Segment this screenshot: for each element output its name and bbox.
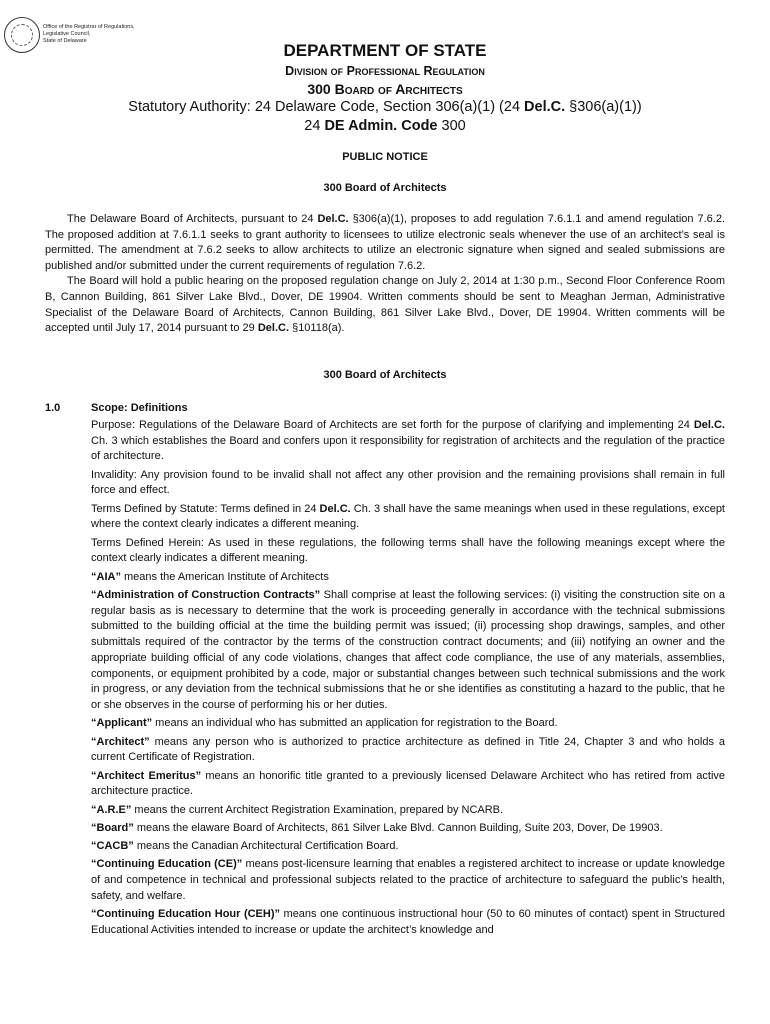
notice-subtitle: 300 Board of Architects bbox=[323, 182, 447, 194]
admin-suffix: 300 bbox=[437, 118, 466, 134]
term-board: “Board” bbox=[91, 821, 134, 834]
p2-text-b: §10118(a). bbox=[289, 322, 345, 335]
term-ce: “Continuing Education (CE)” bbox=[91, 858, 243, 871]
p1-text-a: The Delaware Board of Architects, pursuant to 24 bbox=[67, 213, 318, 225]
purpose-cite: Del.C. bbox=[693, 419, 725, 431]
public-notice-title: PUBLIC NOTICE bbox=[342, 151, 428, 163]
term-ceh: “Continuing Education Hour (CEH)” bbox=[91, 908, 280, 921]
definition-applicant bbox=[91, 716, 725, 732]
term-emeritus: “Architect Emeritus” bbox=[91, 769, 202, 782]
statute-cite: Del.C. bbox=[319, 502, 351, 515]
p1-text-b: §306(a)(1), proposes to add regulation 7.6.1.1 and amend regulation 7.6.2. The proposed addition at 7.6.1.1 seeks to grant authority to licensees to utilize electronic seals whenever the use of an architect’s seal is permitted. The amendment at 7.6.2 seeks to allow architects to utilize an electronic signature when signed and sealed submissions are published and/or submitted under the current requirements of regulation 7.6.2. bbox=[45, 213, 725, 272]
notice-paragraph-1 bbox=[45, 212, 725, 274]
definition-aia bbox=[91, 570, 725, 586]
registrar-line-1: Office of the Registrar of Regulations, bbox=[43, 24, 135, 30]
definition-cacb bbox=[91, 839, 725, 855]
term-cacb: “CACB” bbox=[91, 840, 134, 853]
definitions-list bbox=[91, 418, 725, 941]
text-ceh: means one continuous instructional hour (50 to 60 minutes of contact) spent in Structured Educational Activities intended to increase or update the architect’s knowledge and bbox=[91, 908, 725, 936]
definition-are bbox=[91, 803, 725, 819]
text-are: means the current Architect Registration Examination, prepared by NCARB. bbox=[131, 803, 504, 816]
definition-ceh bbox=[91, 907, 725, 938]
admin-prefix: 24 bbox=[304, 118, 325, 134]
statutory-end: §306(a)(1)) bbox=[565, 99, 642, 115]
herein-terms-paragraph: Terms Defined Herein: As used in these regulations, the following terms shall have the following meanings except where the context clearly indicates a different meaning. bbox=[91, 536, 725, 565]
division-title: Division of Professional Regulation bbox=[285, 64, 485, 78]
term-applicant: “Applicant” bbox=[91, 717, 153, 730]
section-heading bbox=[45, 402, 188, 414]
term-architect: “Architect” bbox=[91, 735, 150, 748]
definition-acc bbox=[91, 588, 725, 714]
text-aia: means the American Institute of Architects bbox=[120, 570, 329, 583]
purpose-text-a: Purpose: Regulations of the Delaware Board of Architects are set forth for the purpose of clarifying and implementing 24 bbox=[91, 419, 694, 431]
invalidity-paragraph: Invalidity: Any provision found to be invalid shall not affect any other provision and the remaining provisions shall remain in full force and effect. bbox=[91, 468, 725, 497]
text-applicant: means an individual who has submitted an application for registration to the Board. bbox=[152, 717, 558, 730]
statute-terms-paragraph bbox=[91, 502, 725, 533]
text-architect: means any person who is authorized to practice architecture as defined in Title 24, Chapter 3 and who holds a current Certificate of Registration. bbox=[91, 735, 725, 764]
purpose-paragraph bbox=[91, 418, 725, 465]
statute-text-b: Ch. 3 shall have the same meanings when used in these regulations, except where the context clearly indicates a different meaning. bbox=[91, 502, 725, 531]
purpose-text-b: Ch. 3 which establishes the Board and confers upon it responsibility for registration of architects and the regulation of the practice of architecture. bbox=[91, 434, 725, 463]
admin-bold: DE Admin. Code bbox=[324, 118, 438, 134]
definition-architect bbox=[91, 735, 725, 766]
term-aia: “AIA” bbox=[91, 570, 121, 583]
text-emeritus: means an honorific title granted to a previously licensed Delaware Architect who has retired from active architecture practice. bbox=[91, 769, 725, 798]
text-ce: means post-licensure learning that enables a registered architect to increase or update knowledge of and competence in technical and professional subjects related to the practice of architecture to safeguard the public’s health, safety, and welfare. bbox=[91, 858, 725, 902]
statutory-text: Statutory Authority: 24 Delaware Code, Section 306(a)(1) (24 bbox=[128, 99, 525, 115]
section-number: 1.0 bbox=[45, 402, 61, 414]
definition-ce bbox=[91, 857, 725, 904]
statute-text-a: Terms Defined by Statute: Terms defined in 24 bbox=[91, 502, 320, 515]
definition-board bbox=[91, 821, 725, 837]
definition-emeritus bbox=[91, 769, 725, 800]
p2-cite: Del.C. bbox=[257, 322, 290, 335]
statutory-cite: Del.C. bbox=[524, 99, 566, 115]
notice-paragraph-2 bbox=[45, 274, 725, 336]
text-acc: Shall comprise at least the following services: (i) visiting the construction site on a regular basis as is necessary to determine that the work is proceeding generally in accordance with the technical submissions submitted to the building official at the time the building permit was issued; (ii) processing shop drawings, samples, and other submittals required of the contractor by the terms of the construction contract documents; and (iii) notifying an owner and the appropriate building official of any code violations, changes that affect code compliance, the use of any materials, assemblies, components, or equipment prohibited by a code, major or substantial changes between such technical submissions and the work in progress, or any deviation from the technical submissions that he or she identifies as constituting a hazard to the public, that he or she observes in the course of performing his or her duties. bbox=[91, 589, 725, 711]
section-title: Scope: Definitions bbox=[91, 402, 188, 414]
statutory-authority bbox=[0, 98, 770, 117]
term-acc: “Administration of Construction Contracts” bbox=[91, 589, 321, 601]
board-title: 300 Board of Architects bbox=[307, 81, 463, 97]
notice-body bbox=[45, 212, 725, 337]
p1-cite: Del.C. bbox=[317, 213, 349, 225]
text-board: means the elaware Board of Architects, 861 Silver Lake Blvd. Cannon Building, Suite 203, Dover, De 19903. bbox=[133, 821, 663, 834]
registrar-line-2: Legislative Council, bbox=[43, 31, 91, 37]
document-header bbox=[0, 40, 770, 136]
regulation-heading: 300 Board of Architects bbox=[323, 369, 447, 381]
admin-code bbox=[0, 117, 770, 136]
department-title: DEPARTMENT OF STATE bbox=[283, 41, 487, 60]
p2-text-a: The Board will hold a public hearing on the proposed regulation change on July 2, 2014 at 1:30 p.m., Second Floor Conference Room B, Cannon Building, 861 Silver Lake Blvd., Dover, DE 19904. Written comments should be sent to Meaghan Jerman, Administrative Specialist of the Delaware Board of Architects, Cannon Building, 861 Silver Lake Blvd., Dover, DE 19904. Written comments will be accepted until July 17, 2014 pursuant to 29 bbox=[45, 275, 725, 335]
text-cacb: means the Canadian Architectural Certification Board. bbox=[133, 840, 399, 853]
term-are: “A.R.E” bbox=[91, 803, 132, 816]
registrar-line-3: State of Delaware bbox=[43, 38, 87, 44]
